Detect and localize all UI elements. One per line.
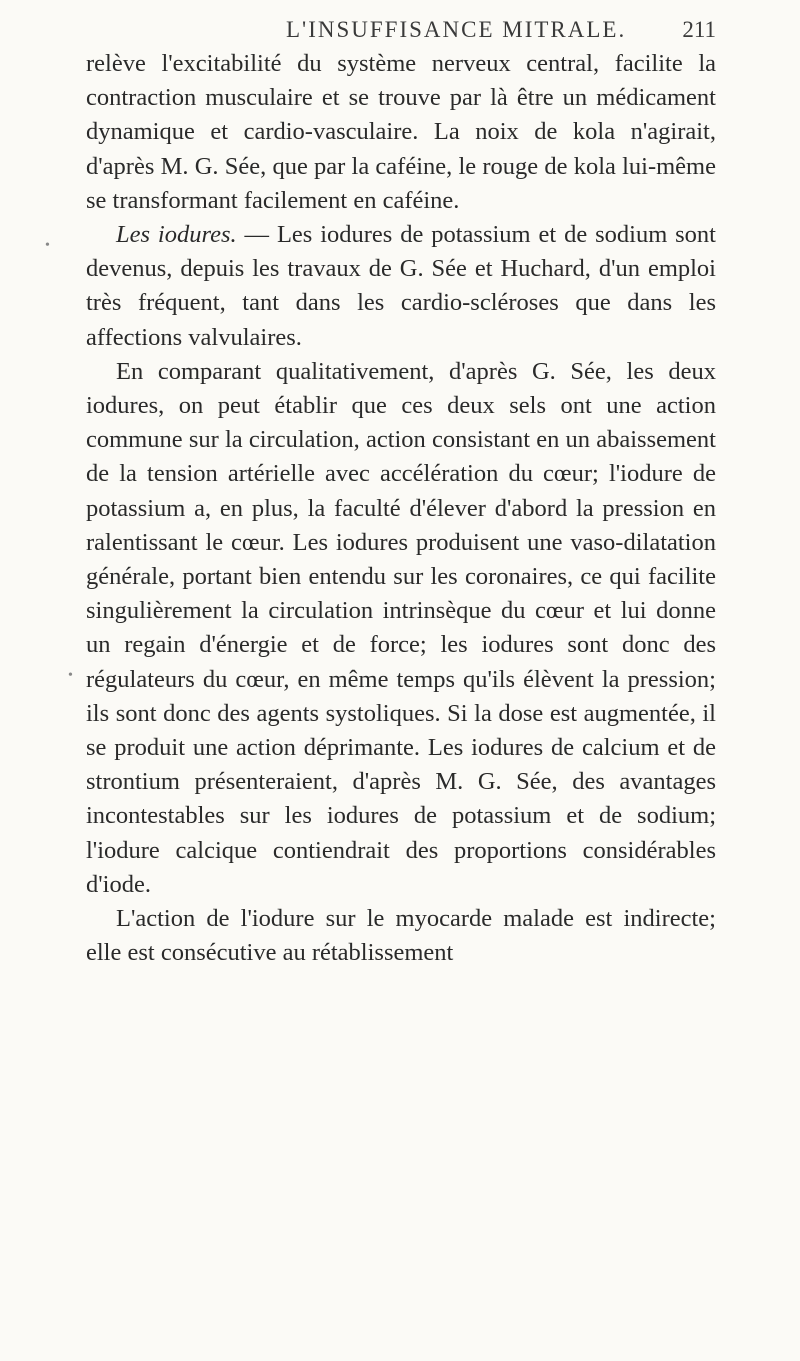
running-title: L'INSUFFISANCE MITRALE. <box>286 17 627 42</box>
paragraph-comparison: En comparant qualitativement, d'après G. Sée, les deux iodures, on peut établir que ces deux sels ont une action commune sur la circulation, action consistant en un abaissement de la tension artérielle avec accélération du cœur; l'iodure de potassium a, en plus, la faculté d'élever d'abord la pression en ralentissant le cœur. Les iodures produisent une vaso-dilatation générale, portant bien entendu sur les coronaires, ce qui facilite singulièrement la circulation intrinsèque du cœur et lui donne un regain d'énergie et de force; les iodures sont donc des régulateurs du cœur, en même temps qu'ils élèvent la pression; ils sont donc des agents systoliques. Si la dose est augmentée, il se produit une action déprimante. Les iodures de calcium et de strontium présenteraient, d'après M. G. Sée, des avantages incontestables sur les iodures de potassium et de sodium; l'iodure calcique contiendrait des proportions considérables d'iode. <box>86 357 716 898</box>
margin-mark: • <box>68 668 73 683</box>
body-text <box>86 47 716 970</box>
running-head <box>86 10 716 50</box>
paragraph-text: — Les iodures de potassium et de sodium sont devenus, depuis les travaux de G. Sée et Huchard, d'un emploi très fréquent, tant dans les cardio-scléroses que dans les affections valvulaires. <box>86 221 716 351</box>
paragraph-action: L'action de l'iodure sur le myocarde malade est indirecte; elle est consécutive au rétablissement <box>86 905 716 967</box>
paragraph-continuation: relève l'excitabilité du système nerveux central, facilite la contraction musculaire et se trouve par là être un médicament dynamique et cardio-vasculaire. La noix de kola n'agirait, d'après M. G. Sée, que par la caféine, le rouge de kola lui-même se transformant facilement en caféine. <box>86 50 716 214</box>
margin-dot: • <box>45 238 50 253</box>
section-title: Les iodures. <box>116 221 237 249</box>
paragraph-iodures <box>86 218 716 355</box>
page-number: 211 <box>682 17 716 42</box>
